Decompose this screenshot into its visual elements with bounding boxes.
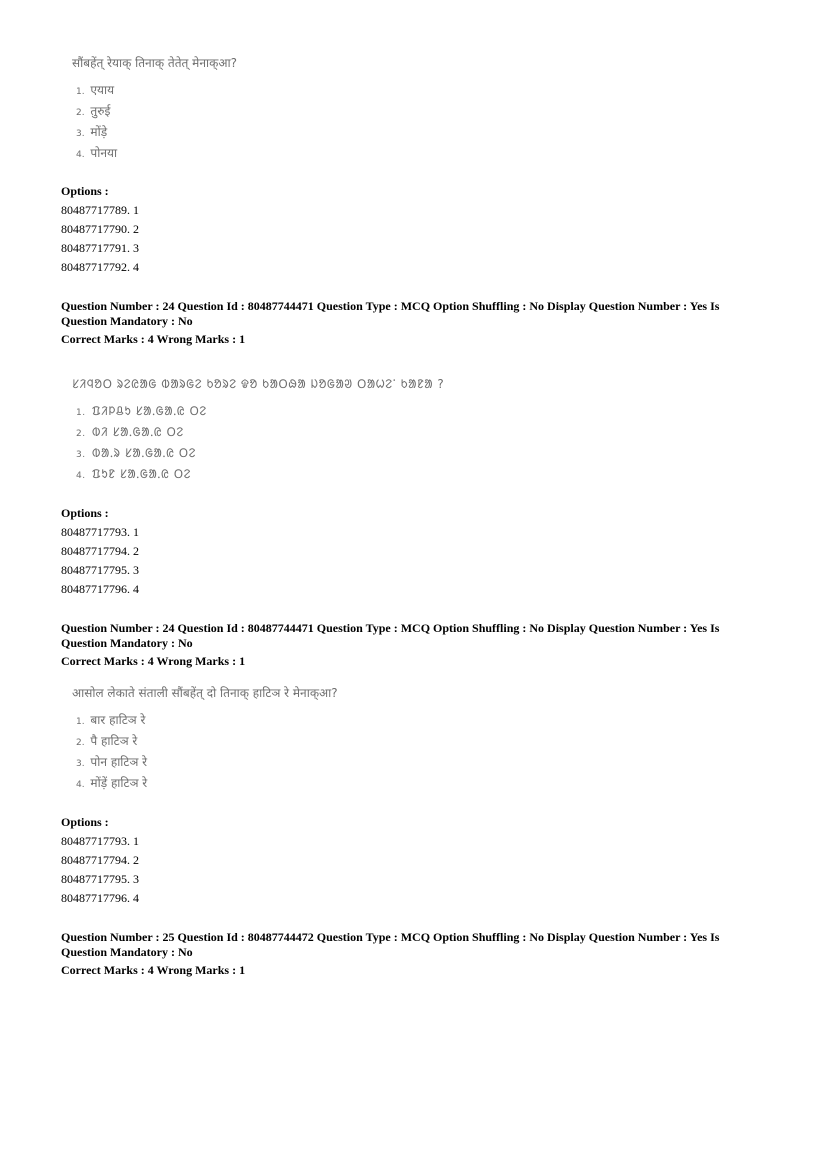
answer-option: 80487717792. 4 <box>61 260 139 274</box>
answer-option: 80487717795. 3 <box>61 563 139 577</box>
options-label: Options : <box>61 815 109 829</box>
answer-options-block <box>61 813 761 908</box>
question-option: 3. ᱵᱟᱹᱨ ᱥᱟᱹᱜᱟᱹᱭ ᱛᱮ <box>76 446 197 460</box>
question-stem: सौंबहेंत् रेयाक् तिनाक् तेतेत् मेनाक्आ? <box>72 56 237 70</box>
question-option: 4. पोनया <box>76 146 118 160</box>
question-option: 3. पोन हाटिञ रे <box>76 755 148 769</box>
answer-option: 80487717789. 1 <box>61 203 139 217</box>
question-meta-line: Question Number : 24 Question Id : 80487744471 Question Type : MCQ Option Shuffling : No Display Question Number : Yes Is <box>61 621 720 635</box>
question-stem: ᱥᱤᱧᱚᱛ ᱨᱮᱭᱟᱜ ᱵᱟᱨᱜᱮ ᱠᱚᱨᱮ ᱫᱚ ᱠᱟᱛᱷᱟ ᱡᱚᱜᱟᱣ ᱛᱟᱦᱮᱸ ᱠᱟᱱᱟ ? <box>72 377 445 391</box>
question-metadata <box>61 930 761 978</box>
answer-option: 80487717791. 3 <box>61 241 139 255</box>
question-option: 3. मोंड़े <box>76 125 108 139</box>
question-metadata <box>61 299 761 347</box>
answer-option: 80487717793. 1 <box>61 834 139 848</box>
answer-option: 80487717794. 2 <box>61 853 139 867</box>
answer-options-block <box>61 504 761 599</box>
answer-option: 80487717790. 2 <box>61 222 139 236</box>
answer-option: 80487717796. 4 <box>61 582 139 596</box>
options-label: Options : <box>61 506 109 520</box>
question-option: 4. ᱯᱩᱱ ᱥᱟᱹᱜᱟᱹᱭ ᱛᱮ <box>76 467 191 481</box>
answer-option: 80487717794. 2 <box>61 544 139 558</box>
question-meta-line: Question Number : 25 Question Id : 80487744472 Question Type : MCQ Option Shuffling : No Display Question Number : Yes Is <box>61 930 720 944</box>
question-option: 1. एयाय <box>76 83 115 97</box>
answer-options-block <box>61 182 761 277</box>
question-stem: आसोल लेकाते संताली सौंबहेंत् दो तिनाक् हाटिञ रे मेनाक्आ? <box>72 686 338 700</box>
question-option: 2. तुरुई <box>76 104 111 118</box>
question-option: 1. बार हाटिञ रे <box>76 713 146 727</box>
options-label: Options : <box>61 184 109 198</box>
question-option: 1. ᱯᱤᱞᱪᱩ ᱥᱟᱹᱜᱟᱹᱭ ᱛᱮ <box>76 404 207 418</box>
question-marks: Correct Marks : 4 Wrong Marks : 1 <box>61 654 246 668</box>
answer-option: 80487717795. 3 <box>61 872 139 886</box>
question-image <box>72 54 237 165</box>
question-option: 4. मोंड़ें हाटिञ रे <box>76 776 148 790</box>
answer-option: 80487717793. 1 <box>61 525 139 539</box>
question-image <box>72 684 338 795</box>
answer-option: 80487717796. 4 <box>61 891 139 905</box>
question-option: 2. ᱵᱤ ᱥᱟᱹᱜᱟᱹᱭ ᱛᱮ <box>76 425 184 439</box>
question-image <box>72 375 444 486</box>
question-meta-line: Question Mandatory : No <box>61 636 193 650</box>
question-meta-line: Question Mandatory : No <box>61 314 193 328</box>
question-marks: Correct Marks : 4 Wrong Marks : 1 <box>61 963 246 977</box>
question-option: 2. पै हाटिञ रे <box>76 734 138 748</box>
question-metadata <box>61 621 761 669</box>
question-meta-line: Question Mandatory : No <box>61 945 193 959</box>
question-meta-line: Question Number : 24 Question Id : 80487744471 Question Type : MCQ Option Shuffling : No Display Question Number : Yes Is <box>61 299 720 313</box>
question-marks: Correct Marks : 4 Wrong Marks : 1 <box>61 332 246 346</box>
